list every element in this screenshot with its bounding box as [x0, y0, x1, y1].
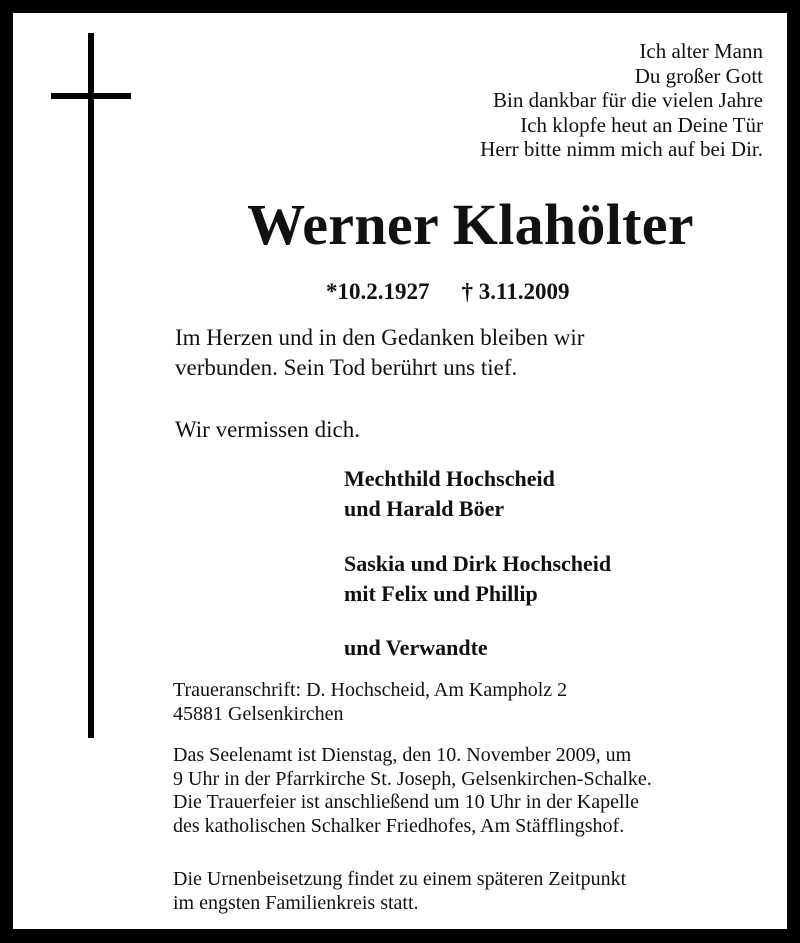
message-line: verbunden. Sein Tod berührt uns tief.: [175, 355, 518, 380]
birth-date: *10.2.1927: [326, 279, 430, 304]
service-line: des katholischen Schalker Friedhofes, Am Stäfflingshof.: [173, 814, 625, 837]
mourner-line: und Harald Böer: [344, 496, 505, 521]
address-line: 45881 Gelsenkirchen: [173, 702, 344, 725]
burial-line: Die Urnenbeisetzung findet zu einem späteren Zeitpunkt: [173, 868, 627, 890]
mourner-line: Mechthild Hochscheid: [344, 466, 555, 491]
service-line: Die Trauerfeier ist anschließend um 10 Uhr in der Kapelle: [173, 791, 639, 813]
mourner-line: mit Felix und Phillip: [344, 581, 538, 606]
poem: [480, 39, 763, 162]
service-line: Das Seelenamt ist Dienstag, den 10. November 2009, um: [173, 744, 632, 766]
deceased-name: Werner Klahölter: [247, 192, 694, 257]
life-dates: [326, 279, 569, 305]
poem-line: Ich alter Mann: [639, 39, 763, 63]
poem-line: Herr bitte nimm mich auf bei Dir.: [480, 137, 763, 161]
mourner-group: [344, 464, 555, 524]
condolence-message: [175, 323, 584, 383]
mourning-address: [173, 679, 567, 726]
obituary-notice: [13, 13, 787, 929]
cross-icon-vertical-bar: [88, 33, 94, 738]
mourner-group: [344, 549, 611, 609]
mourner-line: Saskia und Dirk Hochscheid: [344, 551, 612, 576]
service-details: [173, 744, 652, 838]
service-line: 9 Uhr in der Pfarrkirche St. Joseph, Gelsenkirchen-Schalke.: [173, 767, 652, 790]
cross-icon-horizontal-bar: [51, 93, 131, 99]
closing-message: Wir vermissen dich.: [175, 417, 360, 442]
burial-details: [173, 868, 626, 915]
death-date: † 3.11.2009: [461, 279, 570, 304]
poem-line: Ich klopfe heut an Deine Tür: [520, 112, 763, 137]
mourner-line: und Verwandte: [344, 635, 488, 660]
message-line: Im Herzen und in den Gedanken bleiben wir: [175, 325, 585, 350]
burial-line: im engsten Familienkreis statt.: [173, 891, 419, 914]
address-line: Traueranschrift: D. Hochscheid, Am Kampholz 2: [173, 679, 568, 701]
mourner-group: [344, 633, 488, 663]
poem-line: Du großer Gott: [634, 63, 763, 88]
poem-line: Bin dankbar für die vielen Jahre: [493, 88, 763, 112]
